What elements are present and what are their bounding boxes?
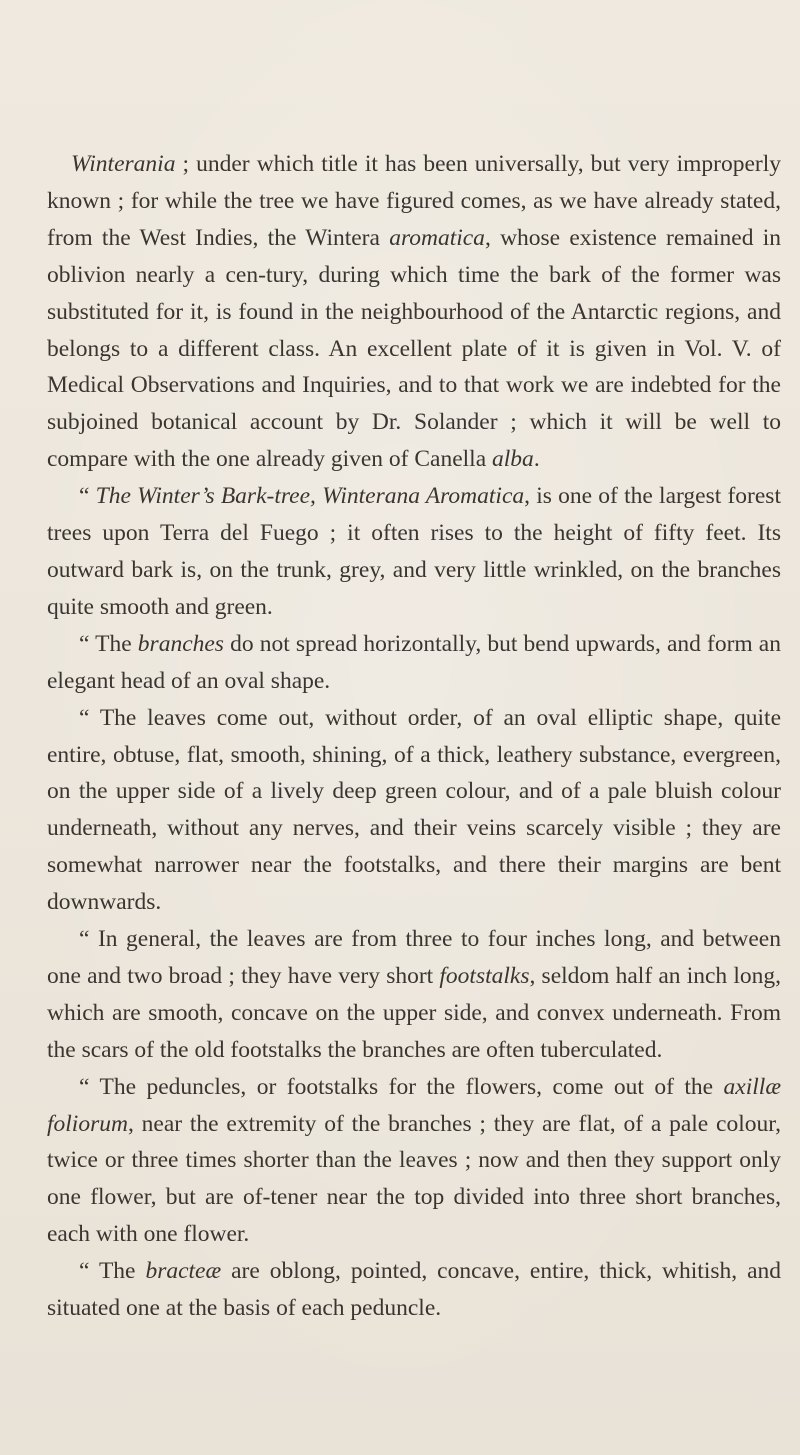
paragraph-6: “ The peduncles, or footstalks for the flowers, come out of the axillæ foliorum, near the extremity of the branches ; they are flat, of a pale colour, twice or three times shorter than the leaves ; now and then they support only one flower, but are of-tener near the top divided into three short branches, each with one flower. [47,1073,781,1248]
paragraph-7: “ The bracteæ are oblong, pointed, concave, entire, thick, whitish, and situated one at the basis of each peduncle. [47,1258,781,1322]
paragraph-5: “ In general, the leaves are from three to four inches long, and between one and two broad ; they have very short footstalks, seldom half an inch long, which are smooth, concave on the upper side, and convex underneath. From the scars of the old footstalks the branches are often tuberculated. [47,926,781,1063]
paragraph-1: Winterania ; under which title it has been universally, but very improperly known ; for while the tree we have figured comes, as we have already stated, from the West Indies, the Wintera aromatica, whose existence remained in oblivion nearly a cen-tury, during which time the bark of the former was substituted for it, is found in the neighbourhood of the Antarctic regions, and belongs to a different class. An excellent plate of it is given in Vol. V. of Medical Observations and Inquiries, and to that work we are indebted for the subjoined botanical account by Dr. Solander ; which it will be well to compare with the one already given of Canella alba. [47,151,781,473]
paragraph-2: “ The Winter’s Bark-tree, Winterana Aromatica, is one of the largest forest trees upon Terra del Fuego ; it often rises to the height of fifty feet. Its outward bark is, on the trunk, grey, and very little wrinkled, on the branches quite smooth and green. [47,483,781,620]
body-text [47,146,781,1327]
paragraph-3: “ The branches do not spread horizontally, but bend upwards, and form an elegant head of an oval shape. [47,630,781,694]
paragraph-4: “ The leaves come out, without order, of an oval elliptic shape, quite entire, obtuse, flat, smooth, shining, of a thick, leathery substance, evergreen, on the upper side of a lively deep green colour, and of a pale bluish colour underneath, without any nerves, and their veins scarcely visible ; they are somewhat narrower near the footstalks, and there their margins are bent downwards. [47,704,781,916]
